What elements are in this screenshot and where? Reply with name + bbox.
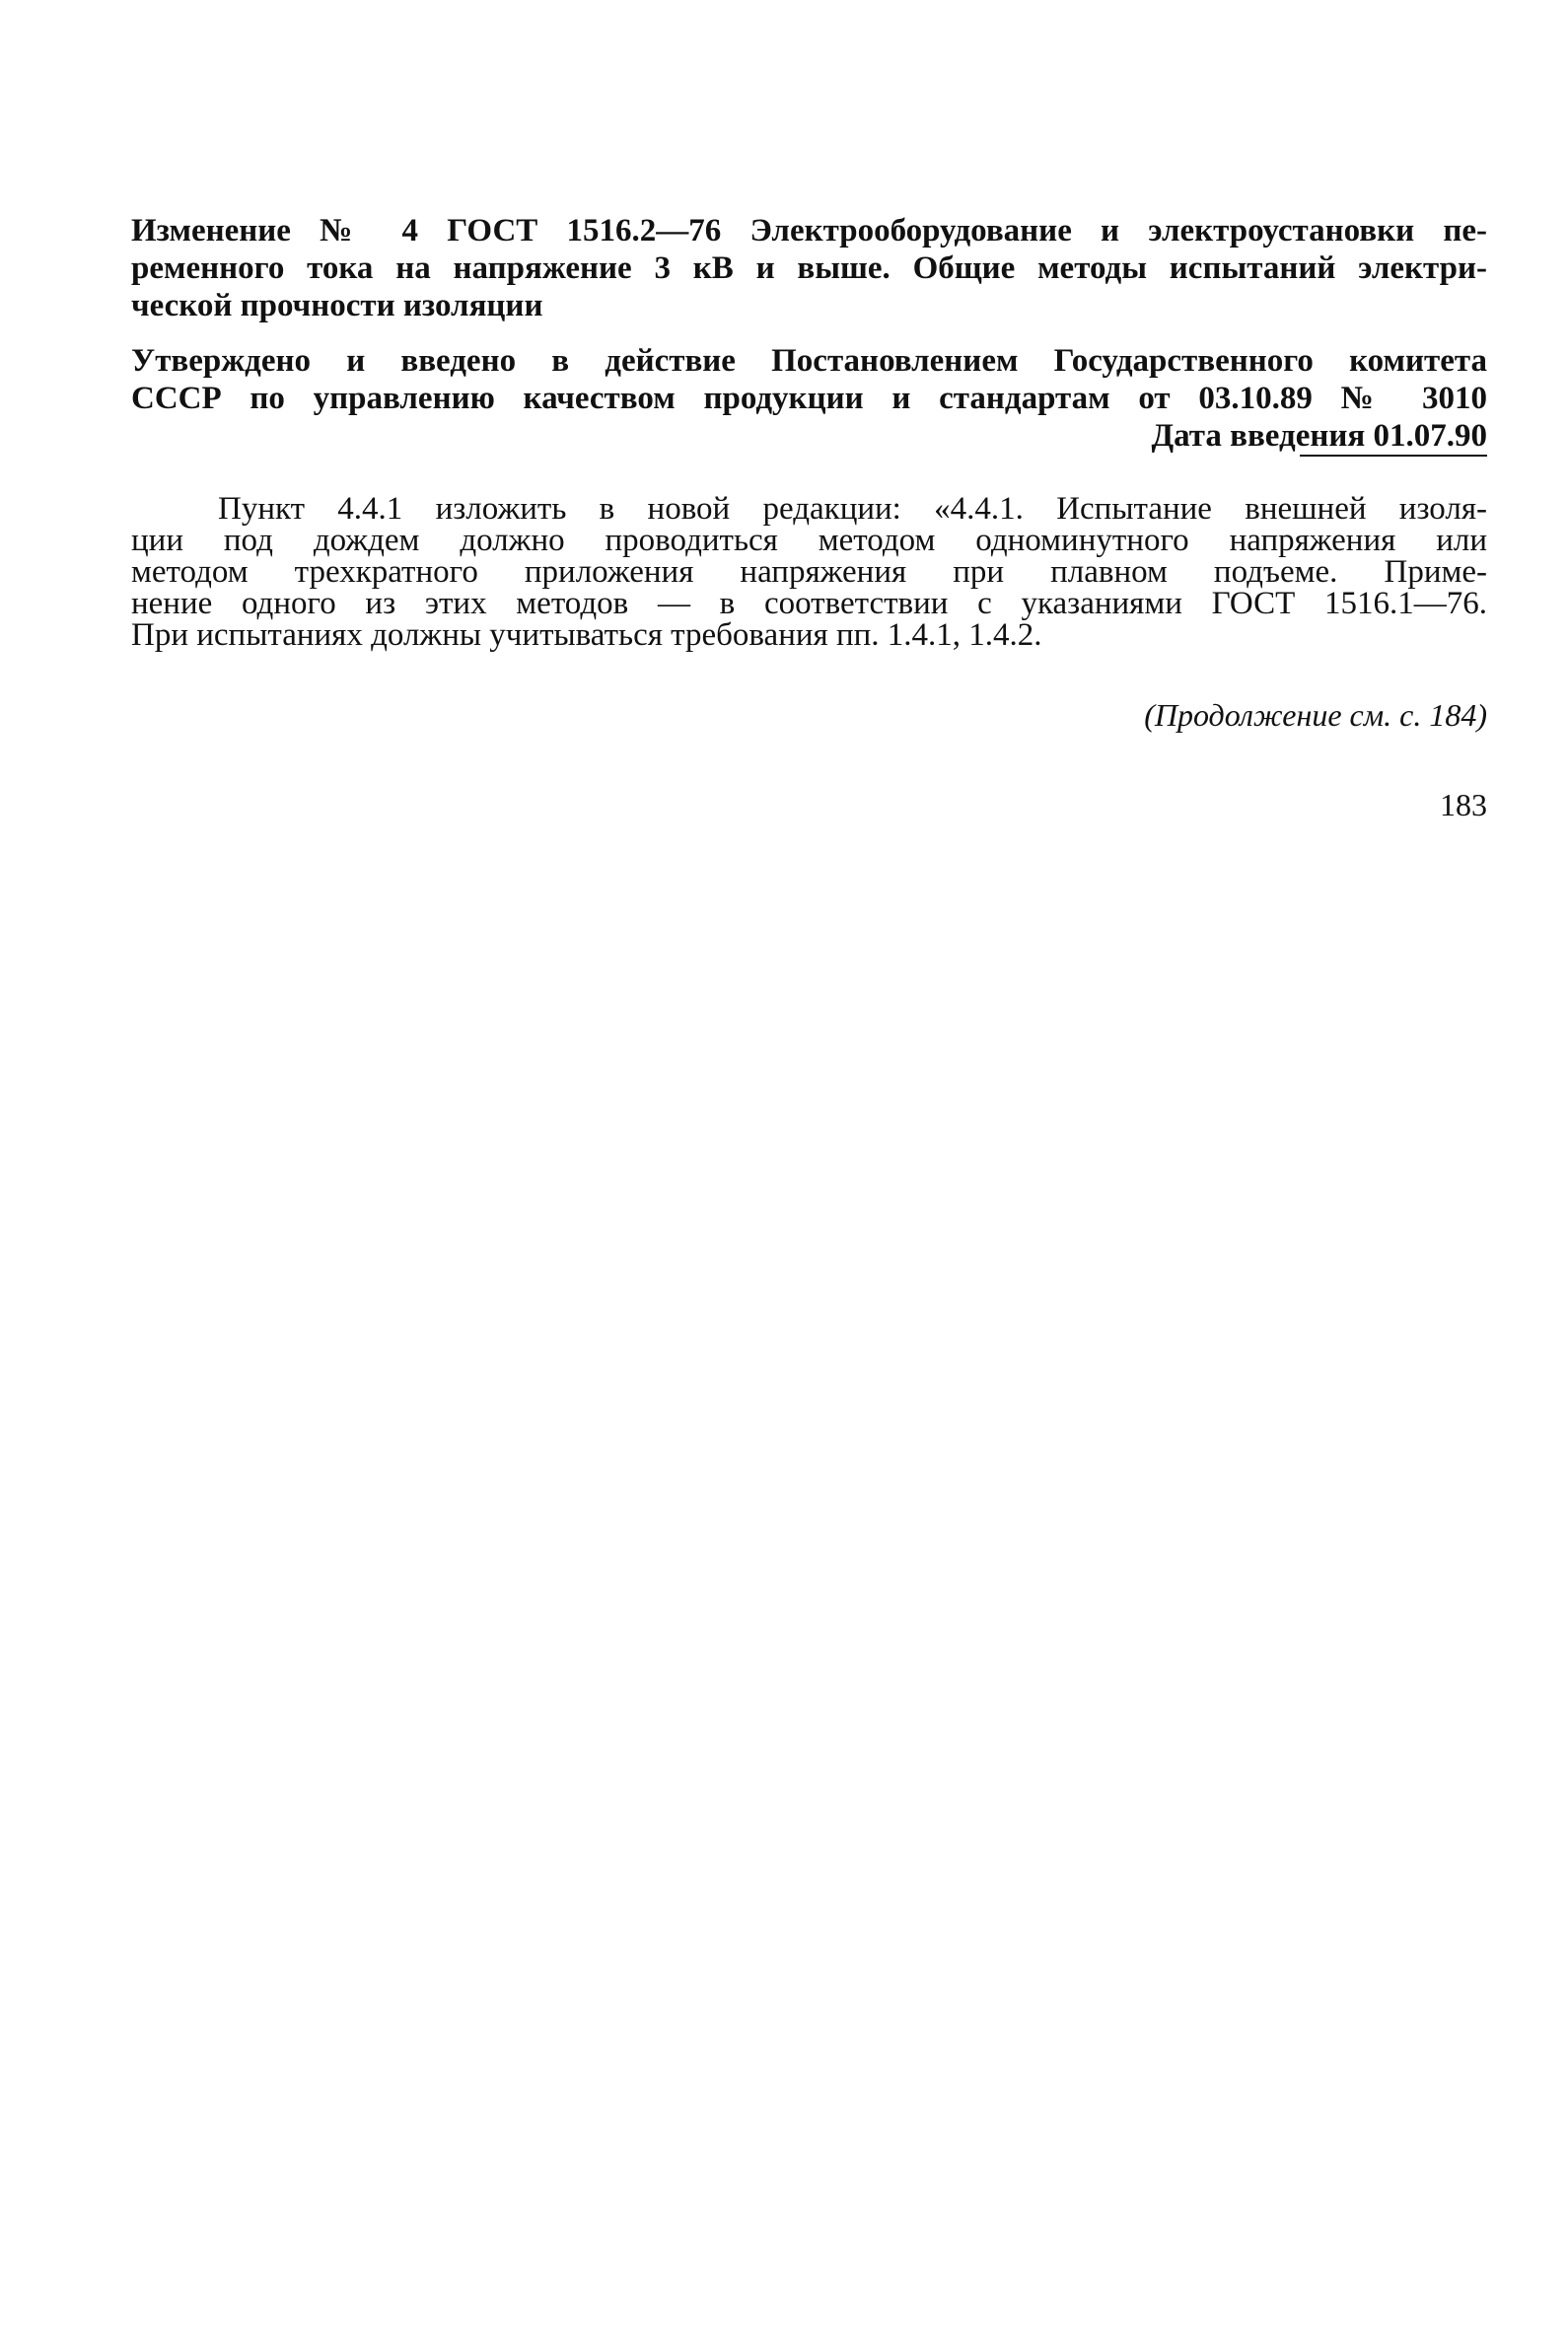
title-line: ческой прочности изоляции (131, 288, 543, 323)
approval-line: СССР по управлению качеством продукции и стандартам от 03.10.89 № 3010 (131, 381, 1487, 416)
paragraph-line: нение одного из этих методов — в соответствии с указаниями ГОСТ 1516.1—76. (131, 586, 1487, 621)
continuation-note: (Продолжение см. с. 184) (1144, 697, 1487, 733)
amendment-paragraph (131, 493, 1487, 651)
paragraph-line: методом трехкратного приложения напряжения при плавном подъеме. Приме- (131, 554, 1487, 590)
paragraph-line: При испытаниях должны учитываться требования пп. 1.4.1, 1.4.2. (131, 617, 1042, 653)
title-line: ременного тока на напряжение 3 кВ и выше. Общие методы испытаний электри- (131, 250, 1487, 286)
paragraph-line: ции под дождем должно проводиться методом одноминутного напряжения или (131, 523, 1487, 558)
approval-line: Утверждено и введено в действие Постановлением Государственного комитета (131, 343, 1487, 379)
amendment-title (131, 212, 1487, 324)
paragraph-line: Пункт 4.4.1 изложить в новой редакции: «4.4.1. Испытание внешней изоля- (218, 491, 1487, 527)
effective-date-label: Дата введения (1151, 418, 1366, 454)
effective-date-value: 01.07.90 (1373, 418, 1487, 454)
approval-statement (131, 342, 1487, 417)
page-number: 183 (1440, 787, 1487, 822)
date-underline (1300, 455, 1487, 457)
title-line: Изменение № 4 ГОСТ 1516.2—76 Электрооборудование и электроустановки пе- (131, 213, 1487, 249)
effective-date (1151, 417, 1487, 455)
